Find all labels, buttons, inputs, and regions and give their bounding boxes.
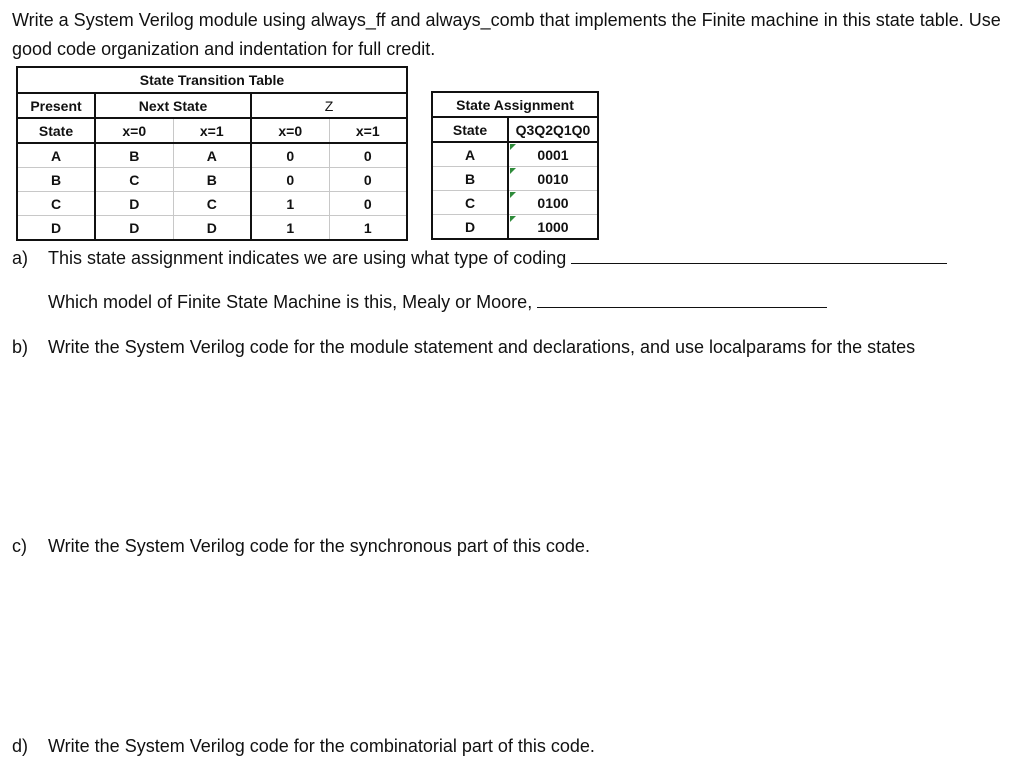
row-ns-x1: A (173, 143, 251, 168)
row-ns-x1: D (173, 216, 251, 241)
row-z-x1: 0 (329, 143, 407, 168)
question-d-label: d) (12, 736, 29, 756)
row-z-x0: 1 (251, 192, 329, 216)
question-a2 (12, 288, 1012, 317)
row-ns-x1: B (173, 168, 251, 192)
table-row (432, 142, 598, 167)
assignment-state: C (432, 191, 508, 215)
assignment-state: D (432, 215, 508, 240)
assignment-state: A (432, 142, 508, 167)
row-z-x1: 0 (329, 192, 407, 216)
header-state: State (17, 118, 95, 143)
table-row (17, 192, 407, 216)
table-row (432, 215, 598, 240)
header-ns-x0: x=0 (95, 118, 173, 143)
row-state: D (17, 216, 95, 241)
row-z-x0: 0 (251, 168, 329, 192)
assignment-code: 0001 (508, 142, 598, 167)
assignment-table-title: State Assignment (432, 92, 598, 117)
row-z-x0: 1 (251, 216, 329, 241)
table-row (17, 168, 407, 192)
table-row (432, 167, 598, 191)
question-a-label: a) (12, 248, 29, 268)
table-row (17, 143, 407, 168)
question-b-text: Write the System Verilog code for the module statement and declarations, and use localparams for the states (48, 337, 916, 357)
assignment-code: 0100 (508, 191, 598, 215)
question-d (12, 732, 1012, 761)
row-state: A (17, 143, 95, 168)
question-b-label: b) (12, 337, 29, 357)
table-row (432, 191, 598, 215)
answer-blank-coding[interactable] (571, 249, 947, 264)
transition-table-title: State Transition Table (17, 67, 407, 93)
question-c-text: Write the System Verilog code for the synchronous part of this code. (48, 536, 590, 556)
problem-intro: Write a System Verilog module using always_ff and always_comb that implements the Finite machine in this state table. Use good code organization and indentation for full credit. (12, 10, 1001, 59)
table-row (17, 216, 407, 241)
question-c-label: c) (12, 536, 27, 556)
row-ns-x0: C (95, 168, 173, 192)
assignment-header-code: Q3Q2Q1Q0 (508, 117, 598, 142)
header-z: Z (251, 93, 407, 118)
header-z-x0: x=0 (251, 118, 329, 143)
answer-blank-model[interactable] (537, 293, 827, 308)
assignment-state: B (432, 167, 508, 191)
header-present: Present (17, 93, 95, 118)
row-ns-x0: D (95, 216, 173, 241)
assignment-header-state: State (432, 117, 508, 142)
question-c (12, 532, 1012, 561)
header-ns-x1: x=1 (173, 118, 251, 143)
row-state: C (17, 192, 95, 216)
assignment-code: 1000 (508, 215, 598, 240)
header-next-state: Next State (95, 93, 251, 118)
row-state: B (17, 168, 95, 192)
row-ns-x0: B (95, 143, 173, 168)
question-d-text: Write the System Verilog code for the combinatorial part of this code. (48, 736, 595, 756)
state-transition-table (16, 66, 408, 241)
assignment-code: 0010 (508, 167, 598, 191)
question-a (12, 244, 1012, 273)
header-z-x1: x=1 (329, 118, 407, 143)
question-a-text: This state assignment indicates we are using what type of coding (48, 248, 567, 268)
row-ns-x1: C (173, 192, 251, 216)
row-z-x1: 0 (329, 168, 407, 192)
row-z-x0: 0 (251, 143, 329, 168)
state-assignment-table (431, 91, 599, 240)
question-a2-text: Which model of Finite State Machine is this, Mealy or Moore, (48, 292, 533, 312)
row-z-x1: 1 (329, 216, 407, 241)
question-b (12, 333, 1012, 393)
row-ns-x0: D (95, 192, 173, 216)
